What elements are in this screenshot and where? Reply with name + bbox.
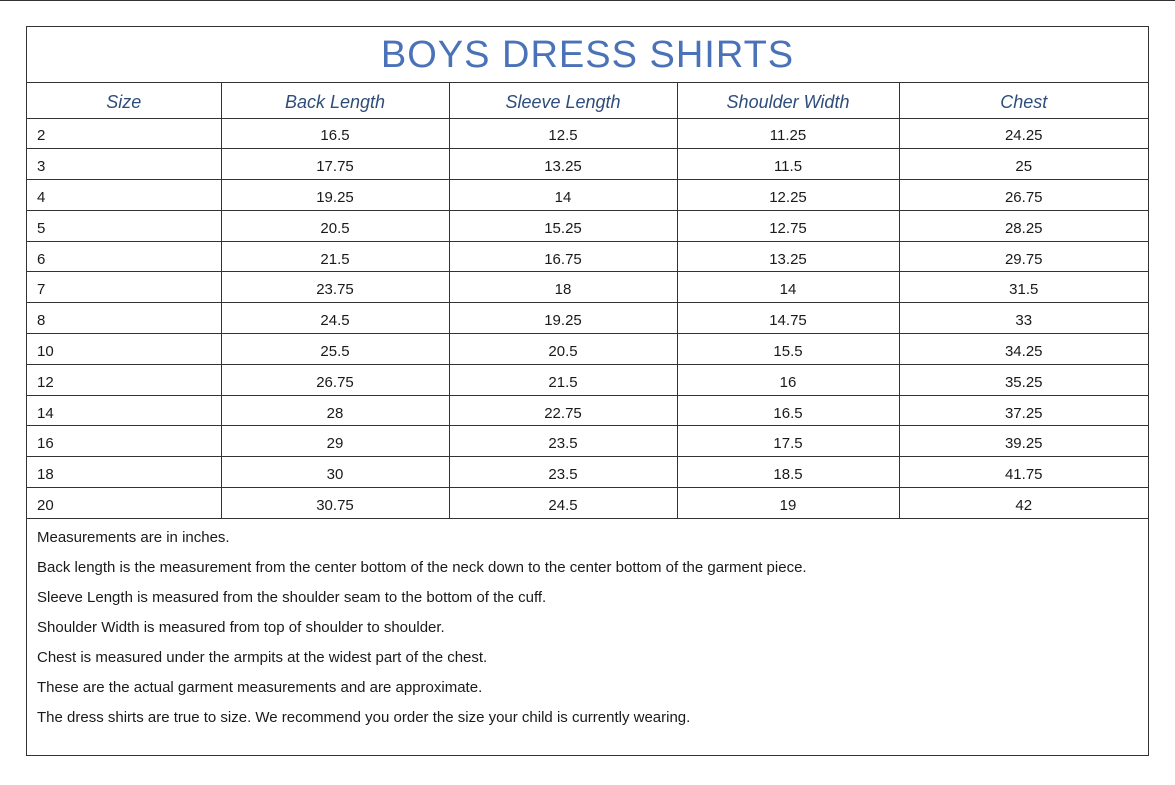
cell-back-length: 25.5 xyxy=(221,334,449,365)
cell-back-length: 24.5 xyxy=(221,303,449,334)
cell-sleeve-length: 21.5 xyxy=(449,364,677,395)
cell-sleeve-length: 23.5 xyxy=(449,426,677,457)
cell-shoulder-width: 19 xyxy=(677,488,899,519)
cell-chest: 35.25 xyxy=(899,364,1148,395)
notes-section xyxy=(27,519,1148,738)
cell-back-length: 20.5 xyxy=(221,210,449,241)
cell-size: 16 xyxy=(27,426,221,457)
table-row xyxy=(27,118,1148,149)
cell-size: 18 xyxy=(27,457,221,488)
cell-size: 12 xyxy=(27,364,221,395)
cell-chest: 42 xyxy=(899,488,1148,519)
cell-chest: 28.25 xyxy=(899,210,1148,241)
cell-sleeve-length: 14 xyxy=(449,180,677,211)
cell-sleeve-length: 12.5 xyxy=(449,118,677,149)
size-chart xyxy=(26,26,1149,756)
cell-chest: 24.25 xyxy=(899,118,1148,149)
table-row xyxy=(27,488,1148,519)
note-back-length: Back length is the measurement from the center bottom of the neck down to the center bottom of the garment piece. xyxy=(37,558,807,576)
table-row xyxy=(27,149,1148,180)
header-size: Size xyxy=(27,83,221,118)
cell-sleeve-length: 24.5 xyxy=(449,488,677,519)
cell-back-length: 26.75 xyxy=(221,364,449,395)
table-row xyxy=(27,334,1148,365)
cell-back-length: 30 xyxy=(221,457,449,488)
note-chest: Chest is measured under the armpits at the widest part of the chest. xyxy=(37,648,488,666)
cell-size: 6 xyxy=(27,241,221,272)
cell-sleeve-length: 22.75 xyxy=(449,395,677,426)
table-row xyxy=(27,180,1148,211)
cell-shoulder-width: 11.25 xyxy=(677,118,899,149)
note-units: Measurements are in inches. xyxy=(37,528,230,546)
cell-chest: 37.25 xyxy=(899,395,1148,426)
cell-chest: 33 xyxy=(899,303,1148,334)
cell-sleeve-length: 15.25 xyxy=(449,210,677,241)
header-back-length: Back Length xyxy=(221,83,449,118)
table-row xyxy=(27,395,1148,426)
cell-shoulder-width: 17.5 xyxy=(677,426,899,457)
header-shoulder-width: Shoulder Width xyxy=(677,83,899,118)
cell-sleeve-length: 13.25 xyxy=(449,149,677,180)
cell-size: 7 xyxy=(27,272,221,303)
cell-size: 5 xyxy=(27,210,221,241)
cell-shoulder-width: 14 xyxy=(677,272,899,303)
cell-back-length: 16.5 xyxy=(221,118,449,149)
title-bar xyxy=(27,27,1148,83)
cell-sleeve-length: 23.5 xyxy=(449,457,677,488)
note-sleeve-length: Sleeve Length is measured from the shoulder seam to the bottom of the cuff. xyxy=(37,588,547,606)
table-row xyxy=(27,210,1148,241)
cell-back-length: 30.75 xyxy=(221,488,449,519)
note-shoulder-width: Shoulder Width is measured from top of shoulder to shoulder. xyxy=(37,618,445,636)
cell-back-length: 17.75 xyxy=(221,149,449,180)
cell-sleeve-length: 16.75 xyxy=(449,241,677,272)
cell-chest: 41.75 xyxy=(899,457,1148,488)
cell-chest: 25 xyxy=(899,149,1148,180)
cell-size: 8 xyxy=(27,303,221,334)
cell-chest: 29.75 xyxy=(899,241,1148,272)
cell-size: 4 xyxy=(27,180,221,211)
cell-back-length: 21.5 xyxy=(221,241,449,272)
cell-size: 10 xyxy=(27,334,221,365)
table-row xyxy=(27,272,1148,303)
cell-shoulder-width: 12.25 xyxy=(677,180,899,211)
cell-back-length: 19.25 xyxy=(221,180,449,211)
cell-sleeve-length: 19.25 xyxy=(449,303,677,334)
cell-sleeve-length: 18 xyxy=(449,272,677,303)
table-row xyxy=(27,426,1148,457)
cell-shoulder-width: 16 xyxy=(677,364,899,395)
cell-chest: 31.5 xyxy=(899,272,1148,303)
cell-size: 2 xyxy=(27,118,221,149)
note-true-to-size: The dress shirts are true to size. We recommend you order the size your child is currently wearing. xyxy=(37,708,691,726)
cell-shoulder-width: 14.75 xyxy=(677,303,899,334)
cell-size: 14 xyxy=(27,395,221,426)
note-approximate: These are the actual garment measurements and are approximate. xyxy=(37,678,483,696)
header-sleeve-length: Sleeve Length xyxy=(449,83,677,118)
size-table xyxy=(27,83,1148,519)
cell-chest: 26.75 xyxy=(899,180,1148,211)
cell-shoulder-width: 12.75 xyxy=(677,210,899,241)
cell-shoulder-width: 11.5 xyxy=(677,149,899,180)
cell-chest: 39.25 xyxy=(899,426,1148,457)
cell-size: 3 xyxy=(27,149,221,180)
cell-shoulder-width: 16.5 xyxy=(677,395,899,426)
chart-title: BOYS DRESS SHIRTS xyxy=(380,34,795,76)
cell-shoulder-width: 18.5 xyxy=(677,457,899,488)
top-divider xyxy=(0,0,1175,1)
header-row xyxy=(27,83,1148,118)
cell-back-length: 29 xyxy=(221,426,449,457)
cell-back-length: 23.75 xyxy=(221,272,449,303)
cell-chest: 34.25 xyxy=(899,334,1148,365)
cell-size: 20 xyxy=(27,488,221,519)
table-row xyxy=(27,457,1148,488)
cell-back-length: 28 xyxy=(221,395,449,426)
cell-sleeve-length: 20.5 xyxy=(449,334,677,365)
cell-shoulder-width: 13.25 xyxy=(677,241,899,272)
table-row xyxy=(27,241,1148,272)
table-row xyxy=(27,303,1148,334)
table-row xyxy=(27,364,1148,395)
cell-shoulder-width: 15.5 xyxy=(677,334,899,365)
header-chest: Chest xyxy=(899,83,1148,118)
